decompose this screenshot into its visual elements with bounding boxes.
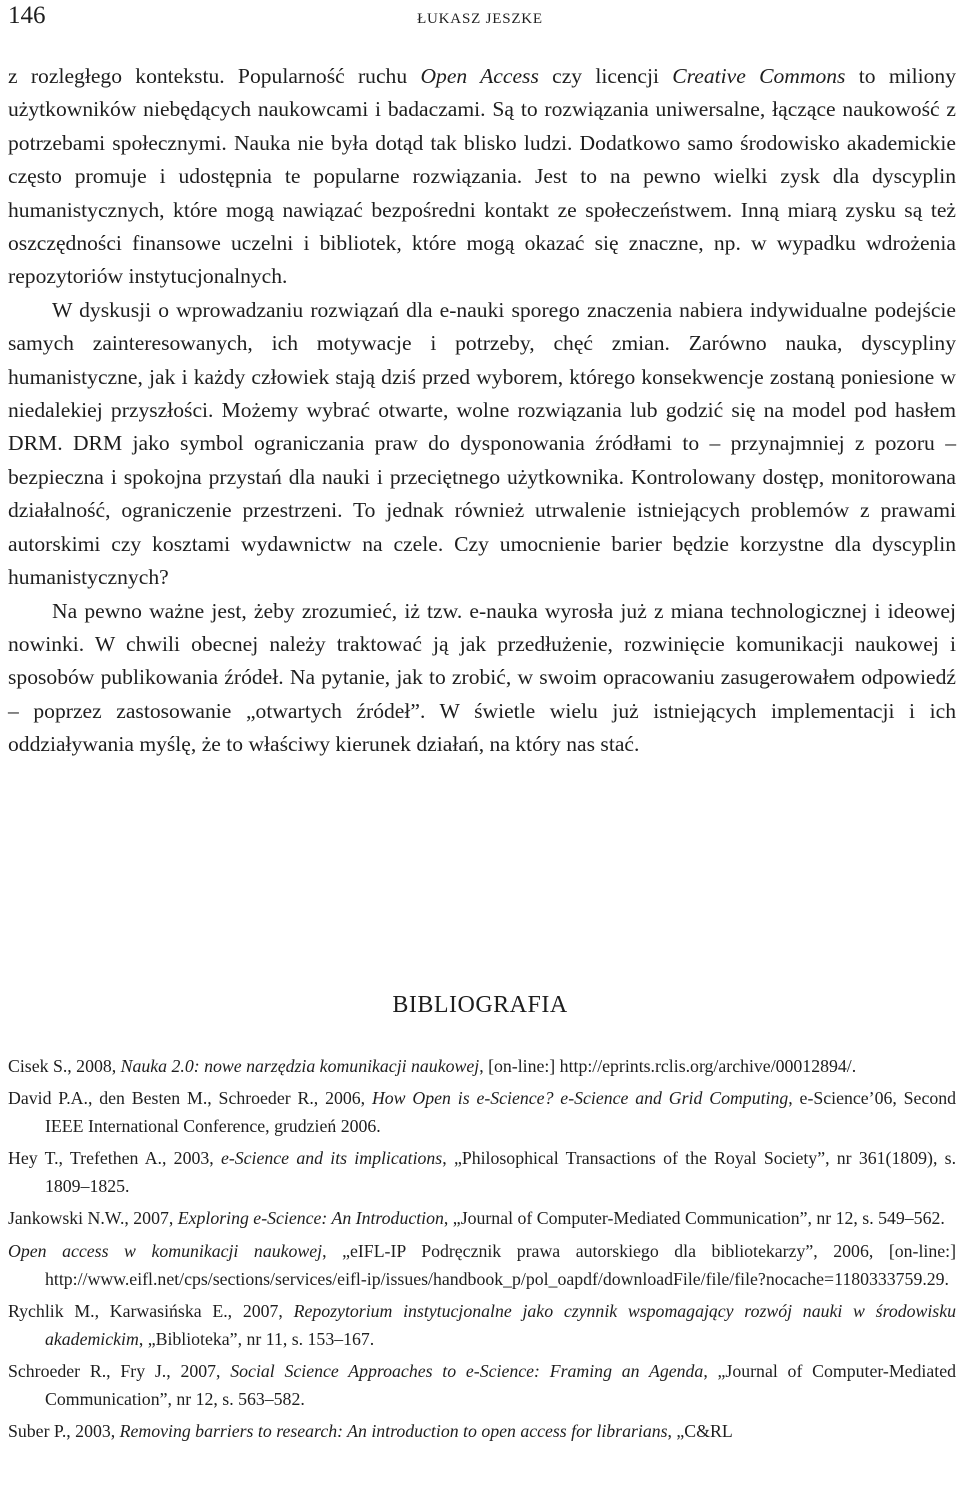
bibliography-entry (8, 1085, 956, 1141)
bibliography-entry (8, 1145, 956, 1201)
paragraph-1-italic-creative-commons: Creative Commons (672, 64, 846, 88)
entry-source: , „Journal of Computer-Mediated Communication”, nr 12, s. 563–582. (45, 1360, 956, 1409)
entry-author: Cisek S., 2008, (8, 1056, 121, 1076)
entry-title: How Open is e-Science? e-Science and Grid Computing (371, 1088, 789, 1109)
entry-author: Suber P., 2003, (8, 1421, 120, 1442)
paragraph-1-text-c: to miliony użytkowników niebędących naukowcami i badaczami. Są to rozwiązania uniwersalne, łączące naukowość z potrzebami społecznymi. Nauka nie była dotąd tak blisko ludzi. Dodatkowo samo środowisko akademickie często promuje i udostępnia te popularne rozwiązania. Jest to na pewno wielki zysk dla dyscyplin humanistycznych, które mogą nawiązać bezpośredni kontakt ze społeczeństwem. Inną miarą zysku są też oszczędności finansowe uczelni i bibliotek, które mogą okazać się znaczne, np. w wypadku wdrożenia repozytoriów instytucjonalnych. (8, 64, 957, 289)
bibliography-entry (8, 1358, 956, 1414)
paragraph-1 (8, 60, 956, 294)
paragraph-2: W dyskusji o wprowadzaniu rozwiązań dla e-nauki sporego znaczenia nabiera indywidualne podejście samych zainteresowanych, ich motywacje i potrzeby, chęć zmian. Zarówno nauka, dyscypliny humanistyczne, jak i każdy człowiek stają dziś przed wyborem, którego konsekwencje zostaną poniesione w niedalekiej przyszłości. Możemy wybrać otwarte, wolne rozwiązania lub godzić się na model pod hasłem DRM. DRM jako symbol ograniczania praw do dysponowania źródłami to – przynajmniej z pozoru – bezpieczna i spokojna przystań dla nauki i przeciętnego użytkownika. Kontrolowany dostęp, monitorowana działalność, ograniczenie przestrzeni. To jednak również utrwalenie istniejących problemów z prawami autorskimi czy kosztami wydawnictw na czele. Czy umocnienie barier będzie korzystne dla dyscyplin humanistycznych? (8, 297, 956, 590)
bibliography-entry (8, 1238, 956, 1294)
bibliography-entry (8, 1053, 956, 1081)
page-header (8, 2, 952, 36)
paragraph-1-text-b: czy licencji (538, 64, 673, 88)
running-head: ŁUKASZ JESZKE (417, 11, 543, 27)
entry-author: Hey T., Trefethen A., 2003, (8, 1148, 221, 1169)
entry-source: , „Journal of Computer-Mediated Communication”, nr 12, s. 549–562. (443, 1208, 945, 1229)
entry-title: Removing barriers to research: An introduction to open access for librarians (119, 1421, 668, 1442)
paragraph-1-text-a: z rozległego kontekstu. Popularność ruchu (8, 64, 421, 88)
entry-title: Repozytorium instytucjonalne jako czynnik wspomagający rozwój nauki w środowisku akademickim (45, 1300, 957, 1349)
entry-source: , [on-line:] http://eprints.rclis.org/archive/00012894/. (479, 1056, 857, 1076)
entry-title: Open access w komunikacji naukowej (8, 1240, 323, 1261)
bibliography-entry (8, 1418, 956, 1446)
entry-author: David P.A., den Besten M., Schroeder R., 2006, (8, 1088, 372, 1109)
paragraph-1-italic-open-access: Open Access (420, 64, 539, 88)
entry-author: Schroeder R., Fry J., 2007, (8, 1360, 231, 1381)
bibliography-entry (8, 1205, 956, 1233)
entry-source: , „Philosophical Transactions of the Royal Society”, nr 361(1809), s. 1809–1825. (45, 1148, 957, 1197)
entry-title: e-Science and its implications (220, 1148, 443, 1169)
entry-source: , „Biblioteka”, nr 11, s. 153–167. (138, 1328, 375, 1349)
entry-title: Social Science Approaches to e-Science: Framing an Agenda (230, 1360, 704, 1381)
entry-source: , „eIFL-IP Podręcznik prawa autorskiego dla bibliotekarzy”, 2006, [on-line:] http://www.eifl.net/cps/sections/services/eifl-ip/issues/handbook_p/pol_oapdf/downloadFile/file/file?nocache=1180333759.29. (45, 1240, 956, 1289)
entry-source: , „C&RL (667, 1421, 733, 1442)
entry-title: Nauka 2.0: nowe narzędzia komunikacji naukowej (120, 1056, 480, 1076)
bibliography-entry (8, 1298, 956, 1354)
entry-author: Jankowski N.W., 2007, (8, 1208, 178, 1229)
entry-source: , e-Science’06, Second IEEE International Conference, grudzień 2006. (45, 1088, 957, 1137)
page-number: 146 (8, 2, 46, 29)
bibliography-list (8, 1053, 956, 1450)
entry-author: Rychlik M., Karwasińska E., 2007, (8, 1300, 294, 1321)
bibliography-title: BIBLIOGRAFIA (392, 992, 568, 1018)
paragraph-3: Na pewno ważne jest, żeby zrozumieć, iż tzw. e-nauka wyrosła już z miana technologicznej i ideowej nowinki. W chwili obecnej należy traktować ją jak przedłużenie, rozwinięcie komunikacji naukowej i sposobów publikowania źródeł. Na pytanie, jak to zrobić, w swoim opracowaniu zasugerowałem odpowiedź – poprzez zastosowanie „otwartych źródeł”. W świetle wielu już istniejących implementacji i ich oddziaływania myślę, że to właściwy kierunek działań, na który nas stać. (8, 598, 956, 757)
body-text (8, 60, 956, 762)
entry-title: Exploring e-Science: An Introduction (177, 1208, 444, 1229)
